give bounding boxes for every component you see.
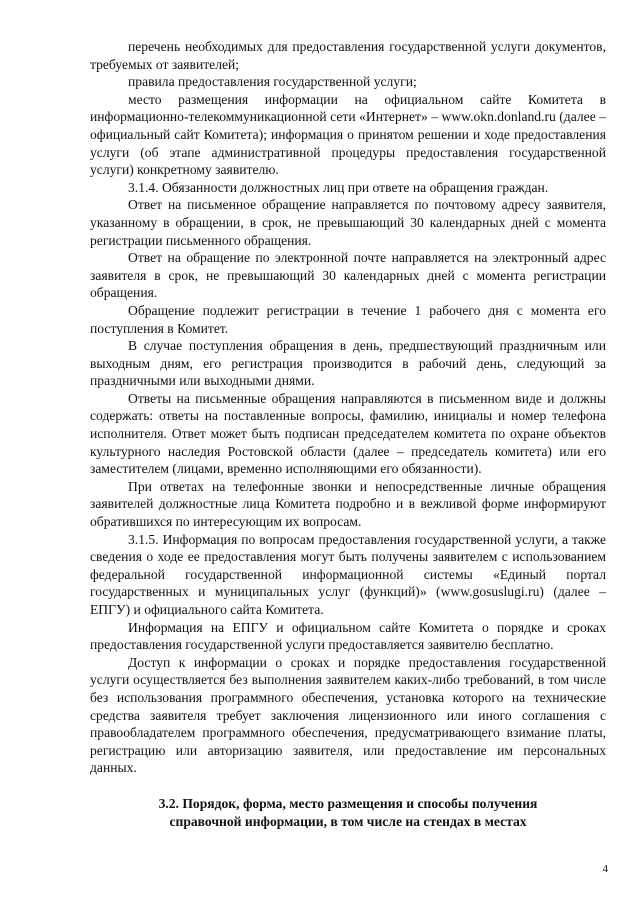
- section-heading-3-2: [90, 795, 606, 830]
- document-page: [90, 38, 606, 830]
- paragraph-holiday-registration: В случае поступления обращения в день, предшествующий праздничным или выходным дням, его регистрация производится в рабочий день, следующий за праздничными или выходными днями.: [90, 338, 606, 389]
- paragraph-email-reply: Ответ на обращение по электронной почте направляется на электронный адрес заявителя в срок, не превышающий 30 календарных дней с момента регистрации обращения.: [90, 250, 606, 301]
- section-heading-line-1: 3.2. Порядок, форма, место размещения и способы получения: [158, 795, 538, 811]
- section-heading-line-2: справочной информации, в том числе на стендах в местах: [169, 813, 527, 829]
- page-number: 4: [602, 863, 608, 875]
- paragraph-service-rules: правила предоставления государственной услуги;: [128, 74, 417, 90]
- paragraph-access-conditions: Доступ к информации о сроках и порядке предоставления государственной услуги осуществляется без выполнения заявителем каких-либо требований, в том числе без использования программного обеспечения, установка которого на технические средства заявителя требует заключения лицензионного или иного соглашения с правообладателем программного обеспечения, предусматривающего взимание платы, регистрацию или авторизацию заявителя, или предоставление им персональных данных.: [90, 654, 606, 776]
- paragraph-website-info: место размещения информации на официальном сайте Комитета в информационно-телекоммуникационной сети «Интернет» – www.okn.donland.ru (далее – официальный сайт Комитета); информация о принятом решении и ходе предоставления услуги (об этапе административной процедуры предоставления государственной услуги) конкретному заявителю.: [90, 91, 606, 178]
- paragraph-written-reply: Ответ на письменное обращение направляется по почтовому адресу заявителя, указанному в обращении, в срок, не превышающий 30 календарных дней с момента регистрации письменного обращения.: [90, 197, 606, 248]
- paragraph-registration-term: Обращение подлежит регистрации в течение 1 рабочего дня с момента его поступления в Комитет.: [90, 302, 606, 336]
- paragraph-phone-calls: При ответах на телефонные звонки и непосредственные личные обращения заявителей должностные лица Комитета подробно и в вежливой форме информируют обратившихся по интересующим их вопросам.: [90, 478, 606, 530]
- paragraph-section-3-1-5: 3.1.5. Информация по вопросам предоставления государственной услуги, а также сведения о ходе ее предоставления могут быть получены заявителем с использованием федеральной государственной информационной системы «Единый портал государственных и муниципальных услуг (функций)» (www.gosuslugi.ru) (далее – ЕПГУ) и официального сайта Комитета.: [90, 531, 606, 617]
- paragraph-required-documents-list: перечень необходимых для предоставления государственной услуги документов, требуемых от заявителей;: [90, 39, 606, 72]
- paragraph-reply-content: Ответы на письменные обращения направляются в письменном виде и должны содержать: ответы на поставленные вопросы, фамилию, инициалы и номер телефона исполнителя. Ответ может быть подписан председателем комитета по охране объектов культурного наследия Ростовской области (далее – председатель комитета) или его заместителем (лицами, временно исполняющими его обязанности).: [90, 390, 606, 477]
- paragraph-section-3-1-4: 3.1.4. Обязанности должностных лиц при ответе на обращения граждан.: [128, 179, 549, 195]
- paragraph-free-information: Информация на ЕПГУ и официальном сайте Комитета о порядке и сроках предоставления государственной услуги предоставляется заявителю бесплатно.: [90, 619, 606, 653]
